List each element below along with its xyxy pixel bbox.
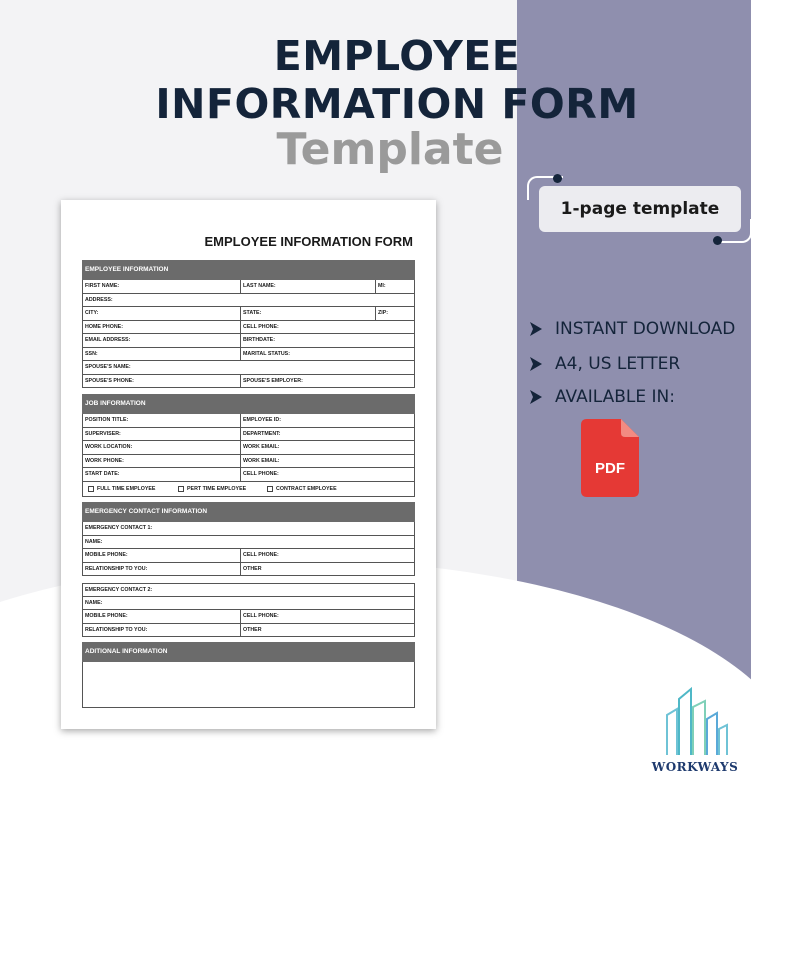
field-city: CITY: — [85, 310, 99, 316]
form-row — [82, 610, 415, 624]
form-row — [82, 583, 415, 597]
field-employee-id: EMPLOYEE ID: — [240, 414, 414, 427]
field-address: ADDRESS: — [85, 296, 113, 303]
field-ec2-cell: CELL PHONE: — [240, 610, 414, 623]
field-ec2-name: NAME: — [85, 599, 103, 606]
form-row — [82, 563, 415, 577]
field-department: DEPARTMENT: — [240, 428, 414, 441]
form-row — [82, 522, 415, 536]
field-work-email: WORK EMAIL: — [240, 441, 414, 454]
field-mi: MI: — [375, 280, 414, 293]
field-cell-phone: CELL PHONE: — [240, 321, 414, 334]
field-spouse-name: SPOUSE'S NAME: — [85, 364, 131, 370]
form-row — [82, 307, 415, 321]
page-count-badge: 1-page template — [539, 186, 741, 232]
field-job-cell-phone: CELL PHONE: — [240, 468, 414, 481]
form-row — [82, 624, 415, 638]
form-row — [82, 597, 415, 611]
decor-dot — [553, 174, 562, 183]
checkbox-contract[interactable] — [267, 485, 337, 493]
feature-label: INSTANT DOWNLOAD — [555, 319, 736, 339]
brand-name: WORKWAYS — [651, 760, 739, 774]
field-ec1-relationship: RELATIONSHIP TO YOU: — [85, 565, 148, 572]
form-title: EMPLOYEE INFORMATION FORM — [204, 234, 413, 249]
field-start-date: START DATE: — [85, 471, 120, 477]
play-arrow-icon — [527, 355, 545, 373]
field-ec1-name: NAME: — [85, 538, 103, 545]
field-home-phone: HOME PHONE: — [85, 323, 123, 330]
form-row — [82, 294, 415, 308]
form-row — [82, 280, 415, 294]
checkbox-icon — [178, 486, 184, 492]
field-work-location: WORK LOCATION: — [85, 444, 133, 450]
play-arrow-icon — [527, 388, 545, 406]
checkbox-part-time[interactable] — [178, 485, 246, 493]
field-first-name: FIRST NAME: — [85, 283, 120, 289]
form-row — [82, 455, 415, 469]
field-state: STATE: — [240, 307, 375, 320]
form-preview — [61, 200, 436, 729]
field-ec1-other: OTHER — [240, 563, 414, 576]
form-row — [82, 414, 415, 428]
field-superviser: SUPERVISER: — [85, 430, 121, 437]
section-header-additional: ADITIONAL INFORMATION — [82, 642, 415, 662]
field-ec2-relationship: RELATIONSHIP TO YOU: — [85, 626, 148, 633]
field-marital-status: MARITAL STATUS: — [240, 348, 414, 361]
headline-line-1: EMPLOYEE — [273, 32, 521, 80]
form-row — [82, 549, 415, 563]
employment-type-row — [82, 482, 415, 497]
checkbox-label: CONTRACT EMPLOYEE — [276, 485, 337, 492]
feature-label: A4, US LETTER — [555, 354, 681, 374]
field-work-email: WORK EMAIL: — [240, 455, 414, 468]
form-row — [82, 348, 415, 362]
field-last-name: LAST NAME: — [240, 280, 375, 293]
form-row — [82, 536, 415, 550]
pdf-file-icon — [581, 419, 639, 497]
form-row — [82, 361, 415, 375]
checkbox-icon — [88, 486, 94, 492]
form-row — [82, 441, 415, 455]
section-header-emergency: EMERGENCY CONTACT INFORMATION — [82, 502, 415, 522]
feature-label: AVAILABLE IN: — [555, 387, 675, 407]
checkbox-full-time[interactable] — [88, 485, 155, 493]
workways-logo-icon — [655, 685, 735, 755]
field-ec1-cell: CELL PHONE: — [240, 549, 414, 562]
feature-item — [527, 319, 735, 339]
field-work-phone: WORK PHONE: — [85, 457, 124, 464]
field-ssn: SSN: — [85, 350, 98, 357]
checkbox-icon — [267, 486, 273, 492]
play-arrow-icon — [527, 320, 545, 338]
field-position-title: POSITION TITLE: — [85, 417, 129, 423]
field-emergency-contact-1: EMERGENCY CONTACT 1: — [85, 525, 153, 531]
checkbox-label: PERT TIME EMPLOYEE — [187, 485, 247, 492]
field-ec2-other: OTHER — [240, 624, 414, 637]
checkbox-label: FULL TIME EMPLOYEE — [97, 485, 156, 492]
headline-line-2: INFORMATION FORM — [155, 80, 639, 128]
decor-dot — [713, 236, 722, 245]
form-row — [82, 321, 415, 335]
field-spouse-employer: SPOUSE'S EMPLOYER: — [240, 375, 414, 388]
feature-item — [527, 387, 675, 407]
feature-item — [527, 354, 680, 374]
additional-info-box — [82, 662, 415, 708]
field-spouse-phone: SPOUSE'S PHONE: — [85, 377, 134, 384]
field-ec1-mobile: MOBILE PHONE: — [85, 552, 128, 558]
form-row — [82, 468, 415, 482]
section-header-job: JOB INFORMATION — [82, 394, 415, 414]
form-row — [82, 375, 415, 389]
field-emergency-contact-2: EMERGENCY CONTACT 2: — [85, 587, 153, 593]
headline-subtitle: Template — [276, 124, 504, 175]
field-zip: ZIP: — [375, 307, 414, 320]
field-ec2-mobile: MOBILE PHONE: — [85, 613, 128, 619]
pdf-label: PDF — [595, 460, 625, 477]
form-row — [82, 334, 415, 348]
field-birthdate: BIRTHDATE: — [240, 334, 414, 347]
section-header-employee: EMPLOYEE INFORMATION — [82, 260, 415, 280]
field-email: EMAIL ADDRESS: — [85, 337, 131, 343]
form-row — [82, 428, 415, 442]
